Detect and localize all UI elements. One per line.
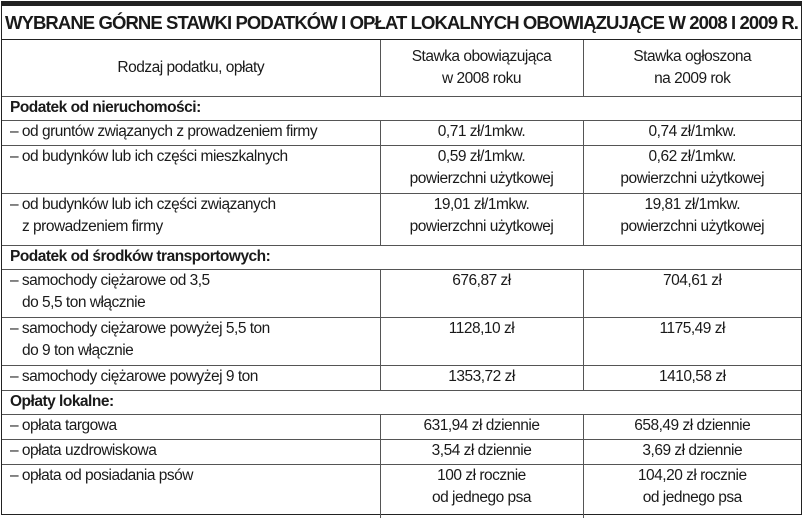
section-label: Opłaty lokalne: — [2, 391, 801, 415]
tax-name-cell — [2, 366, 380, 391]
table-title: WYBRANE GÓRNE STAWKI PODATKÓW I OPŁAT LOKALNYCH OBOWIĄZUJĄCE W 2008 I 2009 R. — [2, 6, 801, 40]
header-rate-2009 — [583, 40, 801, 97]
table-row — [2, 415, 801, 440]
section-row — [2, 391, 801, 415]
cell-line: 19,81 zł/1mkw. — [644, 196, 741, 213]
tax-name-cell — [2, 146, 380, 194]
header-row — [2, 40, 801, 97]
rate-2009-cell — [583, 194, 801, 246]
cell-line: do 9 ton włącznie — [22, 342, 134, 359]
tax-name-cell — [2, 318, 380, 366]
table-row — [2, 318, 801, 366]
cell-line: 676,87 zł — [452, 272, 511, 289]
cell-line: 1353,72 zł — [448, 368, 515, 385]
cell-line: 0,59 zł/1mkw. — [437, 148, 526, 165]
rate-2009-cell — [583, 121, 801, 146]
cell-line: 658,49 zł dziennie — [634, 417, 751, 434]
rate-2009-cell — [583, 415, 801, 440]
rate-2008-cell — [380, 366, 583, 391]
table-row — [2, 270, 801, 318]
rate-2008-cell — [380, 465, 583, 518]
cell-line: z prowadzeniem firmy — [22, 218, 163, 235]
tax-name-cell — [2, 270, 380, 318]
rate-2009-cell — [583, 318, 801, 366]
cell-line: – od budynków lub ich części mieszkalnych — [10, 148, 288, 165]
rate-2009-cell — [583, 270, 801, 318]
section-row — [2, 246, 801, 270]
section-label: Podatek od nieruchomości: — [2, 97, 801, 121]
cell-line: powierzchni użytkowej — [409, 170, 554, 187]
header-line: w 2008 roku — [442, 70, 521, 87]
cell-line: – opłata targowa — [10, 417, 117, 434]
table-row — [2, 465, 801, 518]
cell-line: 1175,49 zł — [659, 320, 725, 337]
cell-line: 19,01 zł/1mkw. — [433, 196, 530, 213]
rate-2008-cell — [380, 318, 583, 366]
rate-2008-cell — [380, 146, 583, 194]
cell-line: – opłata uzdrowiskowa — [10, 442, 157, 459]
tax-rates-table — [2, 40, 801, 518]
cell-line: – od budynków lub ich części związanych — [10, 196, 276, 213]
cell-line: 704,61 zł — [663, 272, 722, 289]
section-label: Podatek od środków transportowych: — [2, 246, 801, 270]
header-line: Stawka ogłoszona — [633, 48, 752, 65]
cell-line: – opłata od posiadania psów — [10, 467, 193, 484]
table-row — [2, 194, 801, 246]
cell-line: od jednego psa — [642, 489, 742, 506]
header-line: Stawka obowiązująca — [411, 48, 552, 65]
header-line: na 2009 rok — [654, 70, 731, 87]
rate-2009-cell — [583, 146, 801, 194]
cell-line: powierzchni użytkowej — [409, 218, 554, 235]
tax-name-cell — [2, 194, 380, 246]
cell-line: 0,74 zł/1mkw. — [648, 123, 736, 140]
rate-2008-cell — [380, 121, 583, 146]
header-rate-2008 — [380, 40, 583, 97]
cell-line: – samochody ciężarowe powyżej 9 ton — [10, 368, 258, 385]
cell-line: 100 zł rocznie — [437, 467, 526, 484]
cell-line: 3,69 zł dziennie — [642, 442, 743, 459]
section-row — [2, 97, 801, 121]
cell-line: – od gruntów związanych z prowadzeniem firmy — [10, 123, 318, 140]
cell-line: powierzchni użytkowej — [620, 218, 765, 235]
table-row — [2, 121, 801, 146]
tax-rates-table-frame — [1, 1, 802, 515]
table-row — [2, 146, 801, 194]
rate-2009-cell — [583, 465, 801, 518]
rate-2008-cell — [380, 194, 583, 246]
cell-line: powierzchni użytkowej — [620, 170, 765, 187]
rate-2009-cell — [583, 366, 801, 391]
cell-line: od jednego psa — [431, 489, 531, 506]
rate-2008-cell — [380, 270, 583, 318]
cell-line: 104,20 zł rocznie — [637, 467, 747, 484]
table-row — [2, 440, 801, 465]
tax-name-cell — [2, 121, 380, 146]
cell-line: – samochody ciężarowe od 3,5 — [10, 272, 210, 289]
header-tax-type: Rodzaj podatku, opłaty — [117, 59, 265, 76]
rate-2008-cell — [380, 415, 583, 440]
cell-line: 1128,10 zł — [448, 320, 515, 337]
tax-name-cell — [2, 440, 380, 465]
cell-line: 1410,58 zł — [658, 368, 726, 385]
cell-line: 0,62 zł/1mkw. — [648, 148, 736, 165]
table-row — [2, 366, 801, 391]
cell-line: 3,54 zł dziennie — [431, 442, 532, 459]
cell-line: – samochody ciężarowe powyżej 5,5 ton — [10, 320, 270, 337]
cell-line: 0,71 zł/1mkw. — [437, 123, 526, 140]
cell-line: do 5,5 ton włącznie — [22, 294, 146, 311]
rate-2008-cell — [380, 440, 583, 465]
tax-name-cell — [2, 465, 380, 518]
rate-2009-cell — [583, 440, 801, 465]
tax-name-cell — [2, 415, 380, 440]
cell-line: 631,94 zł dziennie — [423, 417, 540, 434]
